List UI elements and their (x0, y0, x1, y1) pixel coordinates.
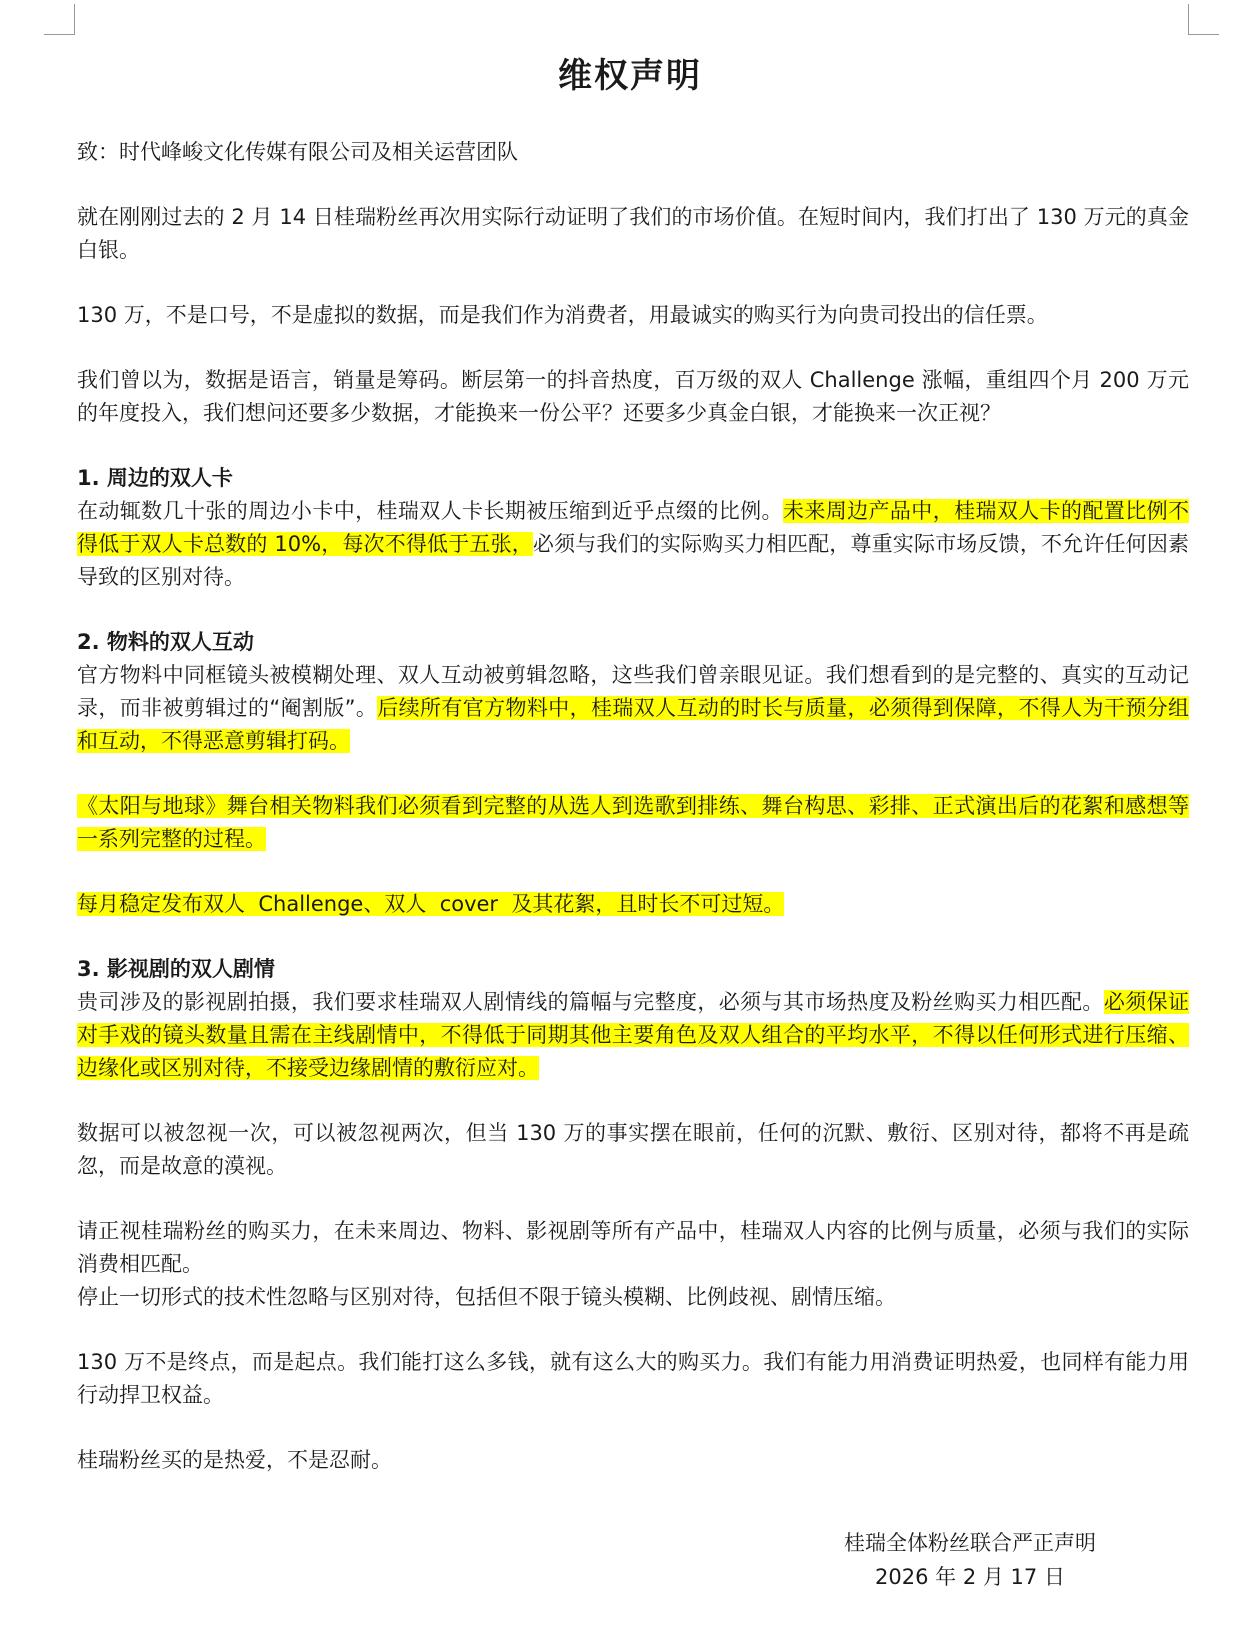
section-materials-highlight-stage: 《太阳与地球》舞台相关物料我们必须看到完整的从选人到选歌到排练、舞台构思、彩排、正式演出后的花絮和感想等一系列完整的过程。 (77, 794, 1189, 851)
section-materials-body (77, 659, 1189, 758)
section-materials-stage (77, 790, 1189, 856)
page-corner-mark-left (44, 4, 75, 35)
recipient-line: 致：时代峰峻文化传媒有限公司及相关运营团队 (77, 140, 518, 164)
paragraph-trust: 130 万，不是口号，不是虚拟的数据，而是我们作为消费者，用最诚实的购买行为向贵司投出的信任票。 (77, 303, 1048, 327)
section-drama-body (77, 986, 1189, 1085)
paragraph-stop: 停止一切形式的技术性忽略与区别对待，包括但不限于镜头模糊、比例歧视、剧情压缩。 (77, 1285, 896, 1309)
signature-date: 2026 年 2 月 17 日 (875, 1565, 1065, 1589)
section-heading-materials: 2. 物料的双人互动 (77, 630, 254, 654)
page-corner-mark-right (1188, 4, 1219, 35)
section-materials-text: 官方物料中同框镜头被模糊处理、双人互动被剪辑忽略，这些我们曾亲眼见证。我们想看到的是完整的、真实的互动记录，而非被剪辑过的“阉割版”。 (77, 663, 1189, 720)
section-cards-body (77, 495, 1189, 594)
paragraph-intro: 就在刚刚过去的 2 月 14 日桂瑞粉丝再次用实际行动证明了我们的市场价值。在短时间内，我们打出了 130 万元的真金白银。 (77, 205, 1189, 262)
section-cards-text-end: 必须与我们的实际购买力相匹配，尊重实际市场反馈，不允许任何因素导致的区别对待。 (77, 532, 1190, 589)
section-drama-text: 贵司涉及的影视剧拍摄，我们要求桂瑞双人剧情线的篇幅与完整度，必须与其市场热度及粉丝购买力相匹配。 (77, 990, 1104, 1014)
section-materials-highlight-monthly: 每月稳定发布双人 Challenge、双人 cover 及其花絮，且时长不可过短。 (77, 892, 785, 916)
section-materials-highlight: 后续所有官方物料中，桂瑞双人互动的时长与质量，必须得到保障，不得人为干预分组和互动，不得恶意剪辑打码。 (77, 696, 1189, 753)
document-title: 维权声明 (558, 56, 702, 96)
section-heading-cards: 1. 周边的双人卡 (77, 466, 233, 490)
section-materials-monthly (77, 888, 1189, 921)
paragraph-demand: 请正视桂瑞粉丝的购买力，在未来周边、物料、影视剧等所有产品中，桂瑞双人内容的比例与质量，必须与我们的实际消费相匹配。 (77, 1219, 1189, 1276)
paragraph-closing: 桂瑞粉丝买的是热爱，不是忍耐。 (77, 1448, 392, 1472)
paragraph-ignored: 数据可以被忽视一次，可以被忽视两次，但当 130 万的事实摆在眼前，任何的沉默、敷衍、区别对待，都将不再是疏忽，而是故意的漠视。 (77, 1121, 1189, 1178)
signer: 桂瑞全体粉丝联合严正声明 (844, 1531, 1096, 1555)
paragraph-question: 我们曾以为，数据是语言，销量是筹码。断层第一的抖音热度，百万级的双人 Challenge 涨幅，重组四个月 200 万元的年度投入，我们想问还要多少数据，才能换来一份公平？还要多少真金白银，才能换来一次正视？ (77, 368, 1189, 425)
section-drama-highlight: 必须保证对手戏的镜头数量且需在主线剧情中，不得低于同期其他主要角色及双人组合的平均水平，不得以任何形式进行压缩、边缘化或区别对待，不接受边缘剧情的敷衍应对。 (77, 990, 1190, 1080)
section-cards-text: 在动辄数几十张的周边小卡中，桂瑞双人卡长期被压缩到近乎点缀的比例。 (77, 499, 783, 523)
section-heading-drama: 3. 影视剧的双人剧情 (77, 957, 275, 981)
document-body (77, 136, 1189, 1509)
signature-block (835, 1526, 1105, 1594)
section-cards-highlight: 未来周边产品中，桂瑞双人卡的配置比例不得低于双人卡总数的 10%，每次不得低于五张， (77, 499, 1190, 556)
paragraph-starting-point: 130 万不是终点，而是起点。我们能打这么多钱，就有这么大的购买力。我们有能力用消费证明热爱，也同样有能力用行动捍卫权益。 (77, 1350, 1189, 1407)
